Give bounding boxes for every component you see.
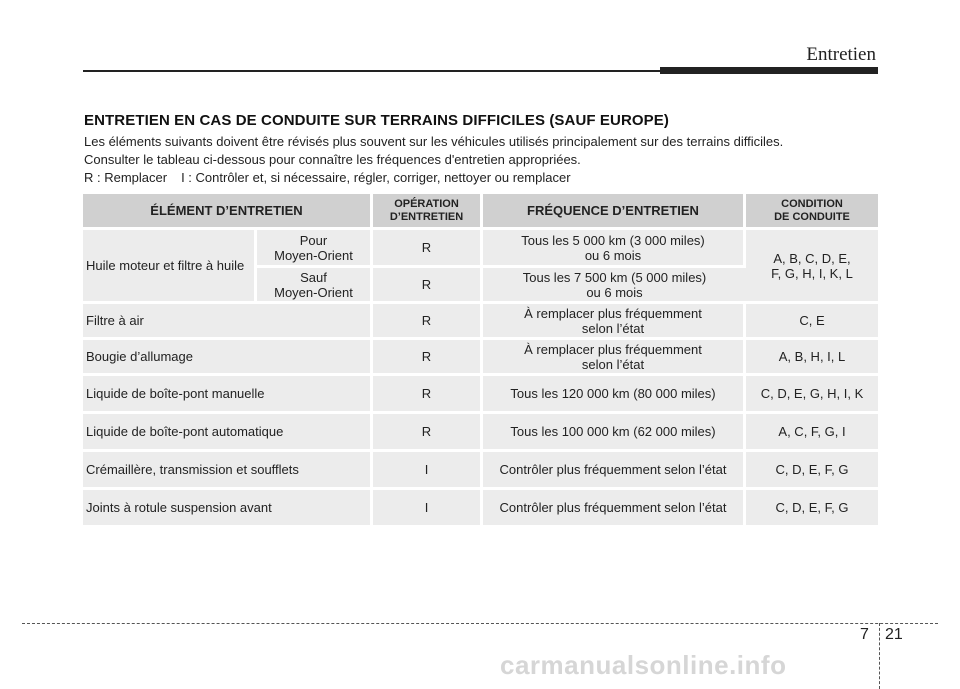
table-row: [83, 452, 878, 487]
footer-divider: [879, 623, 880, 689]
row-item: Bougie d’allumage: [83, 340, 373, 373]
chapter-number: 7: [860, 626, 869, 643]
table-row: [83, 490, 878, 525]
row-freq-line-2: selon l’état: [581, 356, 645, 372]
row-item: Filtre à air: [83, 304, 373, 337]
oil-sub-1-line-2: Moyen-Orient: [274, 247, 353, 263]
header-item: ÉLÉMENT D’ENTRETIEN: [83, 194, 373, 227]
table-row: [83, 230, 878, 265]
header-condition-line-1: CONDITION: [781, 197, 843, 210]
oil-condition-line-1: A, B, C, D, E,: [773, 250, 851, 266]
oil-sub-1-op: R: [373, 230, 483, 265]
row-freq: Tous les 100 000 km (62 000 miles): [483, 414, 746, 449]
oil-sub-2-freq-line-2: ou 6 mois: [586, 284, 643, 300]
oil-sub-2-freq-line-1: Tous les 7 500 km (5 000 miles): [522, 269, 707, 285]
header-operation-line-1: OPÉRATION: [394, 197, 459, 210]
oil-sub-2: [257, 268, 373, 301]
row-item: Joints à rotule suspension avant: [83, 490, 373, 525]
row-condition: C, D, E, F, G: [746, 452, 878, 487]
table-header-row: [83, 194, 878, 227]
row-freq-line-2: selon l’état: [581, 320, 645, 336]
oil-sub-1: [257, 230, 373, 265]
row-freq-line-1: À remplacer plus fréquemment: [524, 305, 702, 321]
oil-sub-1-freq-line-2: ou 6 mois: [584, 247, 642, 263]
header-operation-line-2: D’ENTRETIEN: [389, 210, 464, 223]
row-freq: Contrôler plus fréquemment selon l’état: [483, 490, 746, 525]
oil-sub-1-line-1: Pour: [299, 232, 328, 248]
header-condition-line-2: DE CONDUITE: [774, 210, 850, 223]
row-item: Crémaillère, transmission et soufflets: [83, 452, 373, 487]
header-rule-thick: [660, 67, 878, 74]
intro-line-1: Les éléments suivants doivent être révisés plus souvent sur les véhicules utilisés principalement sur des terrains difficiles.: [84, 134, 784, 149]
intro-text: [84, 133, 884, 187]
row-condition: C, D, E, G, H, I, K: [746, 376, 878, 411]
oil-sub-2-line-2: Moyen-Orient: [274, 284, 353, 300]
row-op: R: [373, 414, 483, 449]
row-op: R: [373, 304, 483, 337]
maintenance-table: [83, 191, 878, 528]
row-freq: [483, 304, 746, 337]
row-item: Liquide de boîte-pont automatique: [83, 414, 373, 449]
legend-inspect: I : Contrôler et, si nécessaire, régler, corriger, nettoyer ou remplacer: [181, 170, 571, 185]
intro-line-2: Consulter le tableau ci-dessous pour connaître les fréquences d'entretien appropriées.: [84, 152, 581, 167]
section-title: ENTRETIEN EN CAS DE CONDUITE SUR TERRAINS DIFFICILES (SAUF EUROPE): [84, 112, 669, 129]
oil-sub-1-freq-line-1: Tous les 5 000 km (3 000 miles): [521, 232, 705, 248]
row-op: I: [373, 452, 483, 487]
oil-sub-2-op: R: [373, 268, 483, 301]
page-number: 21: [885, 626, 903, 643]
header-condition: [746, 194, 878, 227]
header-title: Entretien: [806, 44, 876, 65]
oil-condition: [746, 230, 878, 301]
row-freq-line-1: À remplacer plus fréquemment: [524, 341, 702, 357]
row-condition: A, C, F, G, I: [746, 414, 878, 449]
oil-item: Huile moteur et filtre à huile: [83, 230, 257, 301]
row-op: I: [373, 490, 483, 525]
row-freq: [483, 340, 746, 373]
footer-rule: [22, 623, 938, 624]
oil-sub-2-freq: [483, 268, 746, 301]
legend-replace: R : Remplacer: [84, 170, 168, 185]
oil-sub-2-line-1: Sauf: [300, 269, 327, 285]
row-condition: A, B, H, I, L: [746, 340, 878, 373]
row-op: R: [373, 340, 483, 373]
row-condition: C, E: [746, 304, 878, 337]
header-rule: [83, 70, 663, 72]
row-freq: Tous les 120 000 km (80 000 miles): [483, 376, 746, 411]
legend: [84, 169, 884, 187]
oil-sub-1-freq: [483, 230, 746, 265]
table-row: [83, 376, 878, 411]
table-row: [83, 414, 878, 449]
header-operation: [373, 194, 483, 227]
row-item: Liquide de boîte-pont manuelle: [83, 376, 373, 411]
row-op: R: [373, 376, 483, 411]
table-row: [83, 304, 878, 337]
oil-condition-line-2: F, G, H, I, K, L: [771, 265, 853, 281]
table-row: [83, 340, 878, 373]
row-freq: Contrôler plus fréquemment selon l’état: [483, 452, 746, 487]
row-condition: C, D, E, F, G: [746, 490, 878, 525]
header-frequency: FRÉQUENCE D’ENTRETIEN: [483, 194, 746, 227]
watermark: carmanualsonline.info: [500, 650, 787, 680]
